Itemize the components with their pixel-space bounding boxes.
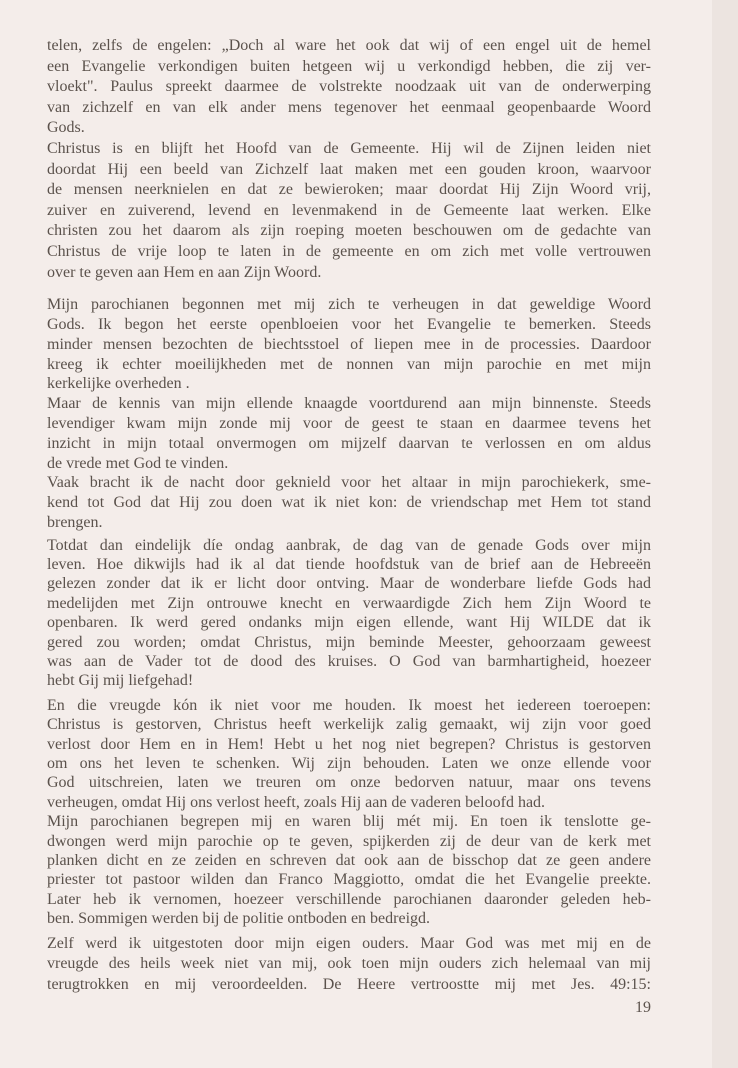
text-line: van zichzelf en van elk ander mens tegenover het eenmaal geopenbaarde Woord bbox=[47, 98, 651, 116]
text-line: Vaak bracht ik de nacht door geknield voor het altaar in mijn parochiekerk, sme- bbox=[47, 474, 651, 492]
text-line: kend tot God dat Hij zou doen wat ik niet kon: de vriendschap met Hem tot stand bbox=[47, 494, 651, 512]
text-line: vreugde des heils week niet van mij, ook toen mijn ouders zich helemaal van mij bbox=[47, 955, 651, 973]
text-line: over te geven aan Hem en aan Zijn Woord. bbox=[47, 263, 322, 281]
text-line: planken dicht en ze zeiden en schreven dat ook aan de bisschop dat ze geen andere bbox=[47, 851, 651, 869]
text-line: Christus de vrije loop te laten in de gemeente en om zich met volle vertrouwen bbox=[47, 242, 651, 260]
text-line: gered zou worden; omdat Christus, mijn beminde Meester, gehoorzaam geweest bbox=[47, 633, 651, 651]
page-number: 19 bbox=[635, 999, 651, 1017]
text-line: telen, zelfs de engelen: „Doch al ware het ook dat wij of een engel uit de hemel bbox=[47, 37, 651, 54]
text-block bbox=[47, 536, 651, 691]
text-line: brengen. bbox=[47, 513, 103, 531]
text-line: kerkelijke overheden . bbox=[47, 375, 190, 393]
paragraph bbox=[47, 394, 651, 473]
text-line: verlost door Hem en in Hem! Hebt u het nog niet begrepen? Christus is gestorven bbox=[47, 735, 651, 753]
text-line: Later heb ik vernomen, hoezeer verschillende parochianen daaronder geleden heb- bbox=[47, 890, 651, 908]
text-line: openbaren. Ik werd gered ondanks mijn eigen ellende, want Hij WILDE dat ik bbox=[47, 614, 651, 632]
paragraph bbox=[47, 473, 651, 532]
text-line: was aan de Vader tot de dood des kruises. O God van barmhartigheid, hoezeer bbox=[47, 653, 651, 671]
paragraph bbox=[47, 36, 651, 139]
text-line: medelijden met Zijn ontrouwe knecht en verwaardigde Zich hem Zijn Woord te bbox=[47, 594, 651, 612]
text-block bbox=[47, 934, 651, 996]
text-line: doordat Hij een beeld van Zichzelf laat maken met een gouden kroon, waarvoor bbox=[47, 160, 651, 178]
text-line: hebt Gij mij liefgehad! bbox=[47, 672, 194, 690]
text-line: Gods. bbox=[47, 119, 85, 137]
text-block bbox=[47, 36, 651, 283]
text-line: Totdat dan eindelijk díe ondag aanbrak, de dag van de genade Gods over mijn bbox=[47, 536, 651, 554]
text-line: Christus is en blijft het Hoofd van de Gemeente. Hij wil de Zijnen leiden niet bbox=[47, 139, 651, 157]
text-line: de mensen neerknielen en dat ze bewieroken; maar doordat Hij Zijn Woord vrij, bbox=[47, 181, 651, 199]
text-line: inzicht in mijn totaal onvermogen om mijzelf daarvan te verlossen en om aldus bbox=[47, 434, 651, 452]
page-edge bbox=[712, 0, 738, 1068]
text-line: Mijn parochianen begonnen met mij zich te verheugen in dat geweldige Woord bbox=[47, 296, 651, 314]
text-line: Gods. Ik begon het eerste openbloeien voor het Evangelie te bemerken. Steeds bbox=[47, 315, 651, 333]
paragraph bbox=[47, 536, 651, 691]
text-line: gelezen zonder dat ik er licht door ontving. Maar de wonderbare liefde Gods had bbox=[47, 575, 651, 593]
text-line: Zelf werd ik uitgestoten door mijn eigen ouders. Maar God was met mij en de bbox=[47, 934, 651, 952]
text-line: een Evangelie verkondigen buiten hetgeen wij u verkondigd hebben, die zij ver- bbox=[47, 57, 651, 75]
text-block bbox=[47, 295, 651, 533]
page-body bbox=[47, 36, 651, 1018]
text-line: christen zou het daarom als zijn roeping moeten beschouwen om de gedachte van bbox=[47, 222, 651, 240]
text-line: kreeg ik echter moeilijkheden met de nonnen van mijn parochie en met mijn bbox=[47, 355, 651, 373]
text-line: En die vreugde kón ik niet voor me houden. Ik moest het iedereen toeroepen: bbox=[47, 696, 651, 714]
text-line: Maar de kennis van mijn ellende knaagde voortdurend aan mijn binnenste. Steeds bbox=[47, 395, 651, 413]
text-line: zuiver en zuiverend, levend en levenmakend in de Gemeente laat werken. Elke bbox=[47, 201, 651, 219]
text-block bbox=[47, 696, 651, 929]
text-line: om ons het leven te schenken. Wij zijn behouden. Laten we onze ellende voor bbox=[47, 754, 651, 772]
text-line: levendiger kwam mijn zonde mij voor de geest te staan en daarmee tevens het bbox=[47, 414, 651, 432]
text-line: de vrede met God te vinden. bbox=[47, 454, 229, 472]
text-line: God uitschreien, laten we treuren om onze bedorven natuur, maar ons tevens bbox=[47, 774, 651, 792]
paragraph bbox=[47, 812, 651, 928]
paragraph bbox=[47, 696, 651, 812]
text-line: leven. Hoe dikwijls had ik al dat tiende hoofdstuk van de brief aan de Hebreeën bbox=[47, 556, 651, 574]
text-line: ben. Sommigen werden bij de politie ontboden en bedreigd. bbox=[47, 910, 431, 928]
paragraph bbox=[47, 295, 651, 394]
text-line: Christus is gestorven, Christus heeft werkelijk zalig gemaakt, wij zijn voor goed bbox=[47, 716, 651, 734]
paragraph bbox=[47, 139, 651, 283]
text-line: dwongen werd mijn parochie op te geven, spijkerden zij de deur van de kerk met bbox=[47, 832, 651, 850]
paragraph bbox=[47, 934, 651, 996]
text-line: terugtrokken en mij veroordeelden. De Heere vertroostte mij met Jes. 49:15: bbox=[47, 975, 651, 993]
text-line: vloekt". Paulus spreekt daarmee de volstrekte noodzaak uit van de onderwerping bbox=[47, 78, 651, 96]
text-line: Mijn parochianen begrepen mij en waren blij mét mij. En toen ik tenslotte ge- bbox=[47, 813, 651, 831]
text-line: priester tot pastoor wilden dan Franco Maggiotto, omdat die het Evangelie preekte. bbox=[47, 871, 651, 889]
text-line: verheugen, omdat Hij ons verlost heeft, zoals Hij aan de vaderen beloofd had. bbox=[47, 793, 546, 811]
text-line: minder mensen bezochten de biechtsstoel of liepen mee in de processies. Daardoor bbox=[47, 335, 651, 353]
